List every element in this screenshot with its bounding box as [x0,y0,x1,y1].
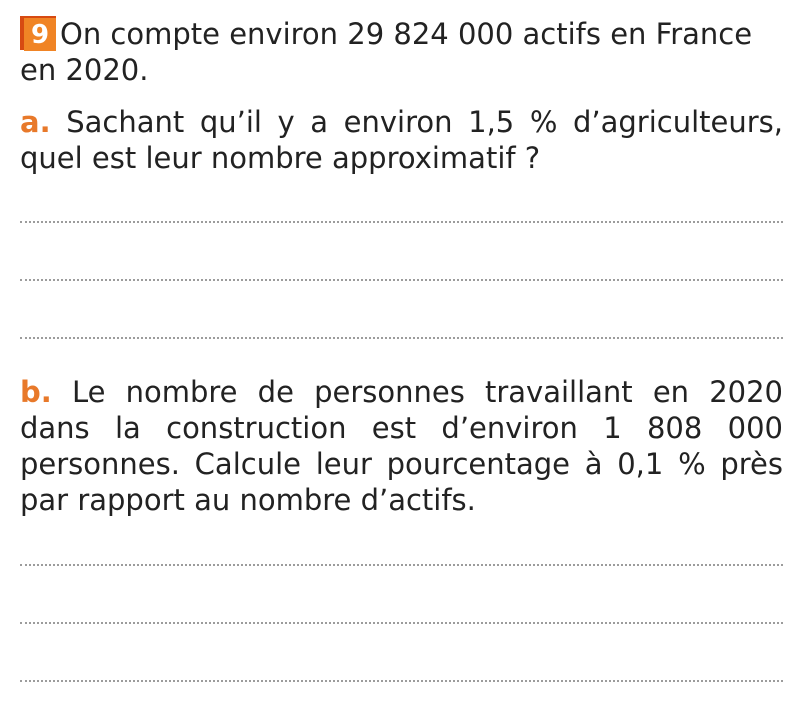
answer-area-a[interactable] [20,194,783,339]
answer-line[interactable] [20,536,783,566]
exercise-9 [20,16,783,682]
answer-area-b[interactable] [20,536,783,682]
intro-text: On compte environ 29 824 000 actifs en France en 2020. [20,17,753,87]
answer-line[interactable] [20,223,783,281]
question-a-label: a. [20,105,51,139]
question-b [20,374,783,518]
question-a-text: Sachant qu’il y a environ 1,5 % d’agriculteurs, quel est leur nombre approximatif ? [20,105,784,175]
question-a [20,104,783,176]
exercise-intro [20,16,783,88]
answer-line[interactable] [20,624,783,682]
exercise-number: 9 [24,18,56,51]
answer-line[interactable] [20,566,783,624]
answer-line[interactable] [20,194,783,223]
exercise-number-badge [20,16,54,48]
question-b-label: b. [20,375,52,409]
answer-line[interactable] [20,281,783,339]
question-b-text: Le nombre de personnes travaillant en 2020 dans la construction est d’environ 1 808 000 personnes. Calcule leur pourcentage à 0,1 % près par rapport au nombre d’actifs. [20,375,784,517]
